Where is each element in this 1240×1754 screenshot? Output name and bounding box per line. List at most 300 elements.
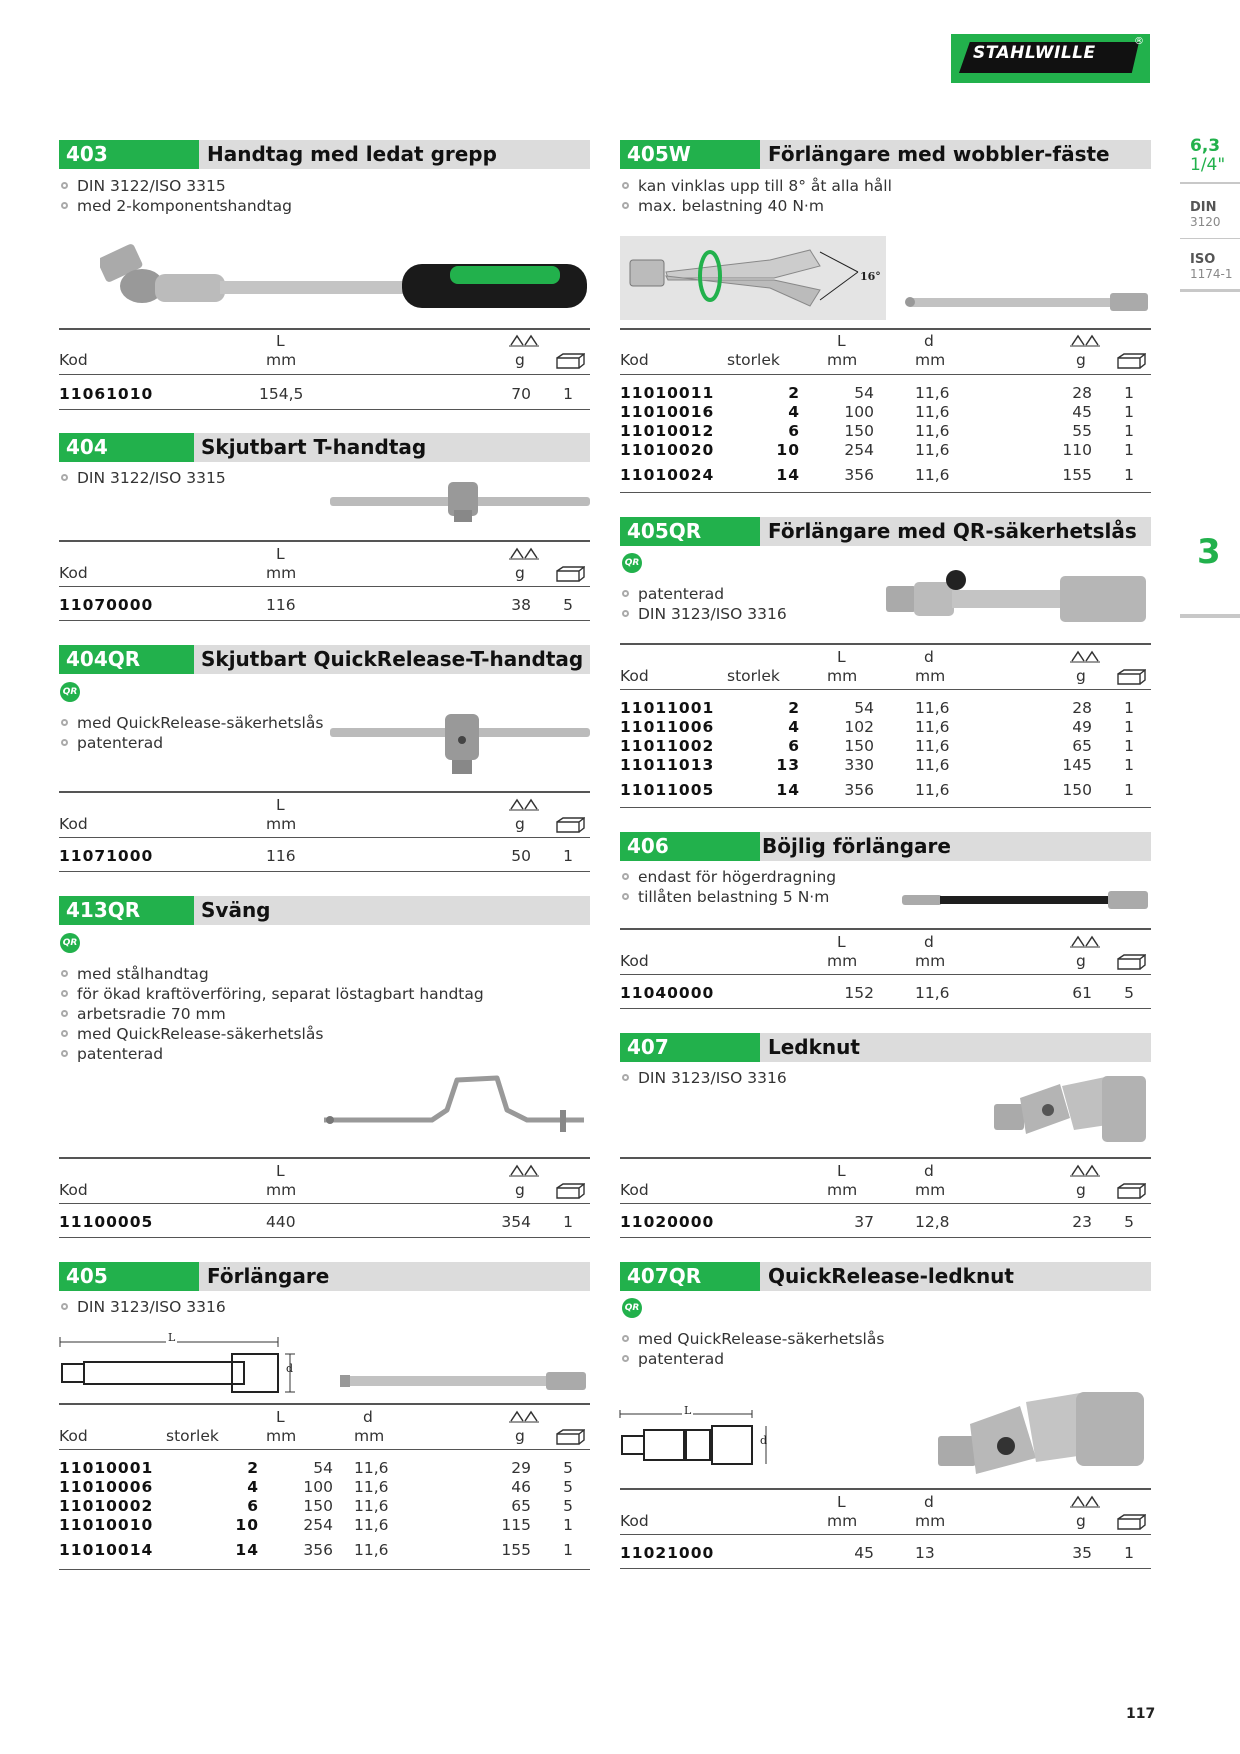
cell-pk: 1 bbox=[563, 1213, 573, 1231]
cell-g: 28 bbox=[1072, 384, 1092, 402]
feature-item: med stålhandtag bbox=[59, 964, 484, 984]
speeder-brace-image bbox=[322, 1072, 590, 1137]
cell-d: 11,6 bbox=[915, 718, 950, 736]
cell-kod: 11010001 bbox=[59, 1459, 154, 1477]
feature-item: endast för högerdragning bbox=[620, 867, 836, 887]
section-title: Förlängare med wobbler-fäste bbox=[768, 142, 1110, 166]
flexible-extension-image bbox=[900, 887, 1150, 913]
col-header-mm: mm bbox=[827, 952, 858, 970]
feature-item: patenterad bbox=[620, 584, 787, 604]
col-header-g: g bbox=[1076, 667, 1086, 685]
cell-kod: 11011005 bbox=[620, 781, 715, 799]
registered-mark: ® bbox=[1134, 36, 1144, 47]
table-body-405qr bbox=[620, 699, 1151, 811]
feature-list bbox=[620, 1329, 884, 1369]
cell-kod: 11010012 bbox=[620, 422, 715, 440]
chapter-number: 3 bbox=[1197, 532, 1221, 572]
col-header-mm: mm bbox=[827, 351, 858, 369]
spec-table-404qr bbox=[59, 791, 590, 841]
side-din-value: 3120 bbox=[1190, 215, 1221, 229]
table-row bbox=[620, 1208, 1151, 1238]
cell-d: 11,6 bbox=[354, 1497, 389, 1515]
package-icon bbox=[555, 816, 585, 834]
cell-storlek: 4 bbox=[247, 1478, 259, 1496]
cell-g: 23 bbox=[1072, 1213, 1092, 1231]
feature-item: patenterad bbox=[59, 733, 323, 753]
cell-storlek: 10 bbox=[235, 1516, 259, 1534]
feature-item: för ökad kraftöverföring, separat löstagbart handtag bbox=[59, 984, 484, 1004]
spec-table-404 bbox=[59, 540, 590, 590]
table-body-405w bbox=[620, 384, 1151, 496]
section-code: 407QR bbox=[620, 1262, 760, 1291]
section-header-404qr bbox=[59, 645, 590, 674]
feature-item: med QuickRelease-säkerhetslås bbox=[59, 713, 323, 733]
section-code: 404 bbox=[59, 433, 194, 462]
col-header-g: g bbox=[515, 1427, 525, 1445]
section-header-404 bbox=[59, 433, 590, 462]
t-handle-image bbox=[330, 478, 590, 524]
cell-pk: 1 bbox=[563, 1516, 573, 1534]
section-title: QuickRelease-ledknut bbox=[768, 1264, 1014, 1288]
spec-table-403 bbox=[59, 328, 590, 378]
section-title: Handtag med ledat grepp bbox=[207, 142, 497, 166]
cell-pk: 1 bbox=[563, 385, 573, 403]
cell-d: 13 bbox=[915, 1544, 935, 1562]
side-iso-label: ISO bbox=[1190, 252, 1216, 267]
table-row bbox=[59, 591, 590, 621]
cell-L: 356 bbox=[844, 781, 874, 799]
col-header-L: L bbox=[837, 1493, 846, 1511]
col-header-L: L bbox=[276, 1408, 285, 1426]
feature-list bbox=[620, 1068, 787, 1088]
cell-pk: 1 bbox=[1124, 737, 1134, 755]
cell-d: 11,6 bbox=[915, 403, 950, 421]
weight-icon bbox=[509, 1410, 539, 1424]
package-icon bbox=[555, 352, 585, 370]
cell-d: 11,6 bbox=[915, 756, 950, 774]
cell-kod: 11011001 bbox=[620, 699, 715, 717]
cell-d: 11,6 bbox=[915, 422, 950, 440]
col-header-L: L bbox=[276, 545, 285, 563]
cell-kod: 11010020 bbox=[620, 441, 715, 459]
cell-L: 54 bbox=[313, 1459, 333, 1477]
col-header-kod: Kod bbox=[59, 815, 88, 833]
cell-L: 116 bbox=[266, 596, 296, 614]
cell-d: 12,8 bbox=[915, 1213, 950, 1231]
col-header-L: L bbox=[276, 796, 285, 814]
cell-g: 35 bbox=[1072, 1544, 1092, 1562]
page-number: 117 bbox=[1126, 1706, 1156, 1722]
cell-g: 29 bbox=[511, 1459, 531, 1477]
cell-kod: 11010014 bbox=[59, 1541, 154, 1559]
package-icon bbox=[1116, 953, 1146, 971]
feature-item: DIN 3122/ISO 3315 bbox=[59, 176, 292, 196]
table-row bbox=[620, 1539, 1151, 1569]
feature-list bbox=[59, 964, 484, 1064]
col-header-L: L bbox=[837, 648, 846, 666]
qr-badge-icon: QR bbox=[60, 933, 80, 953]
cell-d: 11,6 bbox=[915, 984, 950, 1002]
cell-L: 150 bbox=[844, 737, 874, 755]
cell-kod: 11011013 bbox=[620, 756, 715, 774]
col-header-d: d bbox=[924, 1162, 934, 1180]
cell-L: 356 bbox=[844, 466, 874, 484]
feature-item: kan vinklas upp till 8° åt alla håll bbox=[620, 176, 892, 196]
section-code: 405QR bbox=[620, 517, 760, 546]
package-icon bbox=[1116, 352, 1146, 370]
cell-pk: 1 bbox=[1124, 756, 1134, 774]
cell-L: 54 bbox=[854, 699, 874, 717]
cell-g: 70 bbox=[511, 385, 531, 403]
weight-icon bbox=[1070, 650, 1100, 664]
cell-storlek: 14 bbox=[776, 466, 800, 484]
col-header-storlek: storlek bbox=[166, 1427, 219, 1445]
table-row bbox=[59, 380, 590, 410]
cell-d: 11,6 bbox=[915, 441, 950, 459]
col-header-kod: Kod bbox=[59, 1181, 88, 1199]
cell-g: 28 bbox=[1072, 699, 1092, 717]
drawing-label-L: L bbox=[168, 1331, 176, 1344]
cell-kod: 11010011 bbox=[620, 384, 715, 402]
section-header-405qr bbox=[620, 517, 1151, 546]
col-header-d: d bbox=[924, 1493, 934, 1511]
feature-item: DIN 3123/ISO 3316 bbox=[620, 1068, 787, 1088]
cell-g: 50 bbox=[511, 847, 531, 865]
col-header-kod: Kod bbox=[620, 1181, 649, 1199]
cell-pk: 5 bbox=[563, 1459, 573, 1477]
feature-list bbox=[59, 468, 226, 488]
cell-kod: 11011002 bbox=[620, 737, 715, 755]
feature-item: DIN 3122/ISO 3315 bbox=[59, 468, 226, 488]
cell-pk: 1 bbox=[1124, 403, 1134, 421]
spec-table-405w bbox=[620, 328, 1151, 378]
table-body-405 bbox=[59, 1459, 590, 1574]
cell-kod: 11020000 bbox=[620, 1213, 715, 1231]
col-header-kod: Kod bbox=[620, 667, 649, 685]
col-header-kod: Kod bbox=[620, 1512, 649, 1530]
side-divider bbox=[1180, 182, 1240, 184]
col-header-kod: Kod bbox=[620, 351, 649, 369]
section-code: 404QR bbox=[59, 645, 194, 674]
qr-universal-joint-image bbox=[936, 1388, 1150, 1488]
wobble-diagram-image bbox=[620, 236, 886, 320]
cell-kod: 11070000 bbox=[59, 596, 154, 614]
weight-icon bbox=[1070, 1495, 1100, 1509]
col-header-mm: mm bbox=[266, 1181, 297, 1199]
weight-icon bbox=[509, 798, 539, 812]
spec-table-413qr bbox=[59, 1157, 590, 1207]
qr-badge-icon: QR bbox=[60, 682, 80, 702]
cell-kod: 11100005 bbox=[59, 1213, 154, 1231]
cell-kod: 11021000 bbox=[620, 1544, 715, 1562]
col-header-L: L bbox=[276, 332, 285, 350]
cell-pk: 5 bbox=[563, 1478, 573, 1496]
feature-list bbox=[620, 176, 892, 216]
side-size: 6,3 bbox=[1190, 136, 1221, 156]
drawing-label-d: d bbox=[286, 1362, 294, 1375]
drawing-label-d: d bbox=[760, 1434, 768, 1447]
cell-storlek: 6 bbox=[788, 737, 800, 755]
col-header-d: d bbox=[924, 332, 934, 350]
cell-L: 54 bbox=[854, 384, 874, 402]
col-header-g: g bbox=[515, 351, 525, 369]
cell-kod: 11010002 bbox=[59, 1497, 154, 1515]
col-header-g: g bbox=[515, 564, 525, 582]
table-row bbox=[59, 1208, 590, 1238]
cell-d: 11,6 bbox=[915, 699, 950, 717]
side-divider bbox=[1180, 614, 1240, 618]
ratchet-handle-image bbox=[100, 236, 590, 320]
weight-icon bbox=[1070, 1164, 1100, 1178]
cell-pk: 1 bbox=[1124, 441, 1134, 459]
section-title: Förlängare med QR-säkerhetslås bbox=[768, 519, 1137, 543]
brand-name: STAHLWILLE bbox=[973, 43, 1096, 63]
cell-g: 46 bbox=[511, 1478, 531, 1496]
cell-storlek: 2 bbox=[247, 1459, 259, 1477]
section-title: Böjlig förlängare bbox=[762, 834, 951, 858]
cell-L: 152 bbox=[844, 984, 874, 1002]
feature-item: med 2-komponentshandtag bbox=[59, 196, 292, 216]
section-header-407qr bbox=[620, 1262, 1151, 1291]
section-header-405 bbox=[59, 1262, 590, 1291]
cell-L: 330 bbox=[844, 756, 874, 774]
package-icon bbox=[1116, 1182, 1146, 1200]
col-header-storlek: storlek bbox=[727, 667, 780, 685]
cell-L: 100 bbox=[303, 1478, 333, 1496]
cell-kod: 11010024 bbox=[620, 466, 715, 484]
feature-list bbox=[59, 1297, 226, 1317]
cell-d: 11,6 bbox=[354, 1459, 389, 1477]
cell-pk: 5 bbox=[563, 596, 573, 614]
cell-storlek: 14 bbox=[776, 781, 800, 799]
cell-pk: 5 bbox=[563, 1497, 573, 1515]
spec-table-406 bbox=[620, 928, 1151, 978]
col-header-mm: mm bbox=[266, 1427, 297, 1445]
cell-g: 145 bbox=[1062, 756, 1092, 774]
cell-pk: 1 bbox=[1124, 781, 1134, 799]
col-header-storlek: storlek bbox=[727, 351, 780, 369]
cell-g: 45 bbox=[1072, 403, 1092, 421]
cell-kod: 11010010 bbox=[59, 1516, 154, 1534]
section-title: Skjutbart T-handtag bbox=[201, 435, 427, 459]
feature-item: patenterad bbox=[620, 1349, 884, 1369]
cell-kod: 11040000 bbox=[620, 984, 715, 1002]
weight-icon bbox=[509, 334, 539, 348]
section-title: Förlängare bbox=[207, 1264, 330, 1288]
section-code: 405 bbox=[59, 1262, 199, 1291]
spec-table-407qr bbox=[620, 1488, 1151, 1538]
col-header-g: g bbox=[1076, 1181, 1086, 1199]
cell-L: 45 bbox=[854, 1544, 874, 1562]
cell-pk: 1 bbox=[1124, 384, 1134, 402]
cell-pk: 1 bbox=[1124, 699, 1134, 717]
feature-item: arbetsradie 70 mm bbox=[59, 1004, 484, 1024]
col-header-d: d bbox=[363, 1408, 373, 1426]
cell-g: 65 bbox=[511, 1497, 531, 1515]
cell-L: 254 bbox=[844, 441, 874, 459]
spec-table-407 bbox=[620, 1157, 1151, 1207]
feature-list bbox=[620, 867, 836, 907]
cell-g: 110 bbox=[1062, 441, 1092, 459]
cell-L: 254 bbox=[303, 1516, 333, 1534]
drawing-label-L: L bbox=[684, 1404, 692, 1417]
weight-icon bbox=[509, 547, 539, 561]
cell-g: 115 bbox=[501, 1516, 531, 1534]
feature-list bbox=[59, 713, 323, 753]
section-code: 413QR bbox=[59, 896, 194, 925]
col-header-kod: Kod bbox=[59, 1427, 88, 1445]
qr-badge-icon: QR bbox=[622, 553, 642, 573]
cell-kod: 11061010 bbox=[59, 385, 154, 403]
col-header-kod: Kod bbox=[59, 351, 88, 369]
cell-g: 150 bbox=[1062, 781, 1092, 799]
cell-g: 38 bbox=[511, 596, 531, 614]
table-row bbox=[59, 842, 590, 872]
cell-g: 61 bbox=[1072, 984, 1092, 1002]
cell-storlek: 2 bbox=[788, 699, 800, 717]
cell-storlek: 13 bbox=[776, 756, 800, 774]
col-header-L: L bbox=[837, 332, 846, 350]
col-header-kod: Kod bbox=[620, 952, 649, 970]
cell-storlek: 4 bbox=[788, 718, 800, 736]
cell-L: 37 bbox=[854, 1213, 874, 1231]
side-inch: 1/4" bbox=[1190, 155, 1226, 175]
col-header-d: d bbox=[924, 648, 934, 666]
wobble-extension-image bbox=[904, 292, 1150, 314]
cell-storlek: 10 bbox=[776, 441, 800, 459]
cell-d: 11,6 bbox=[354, 1516, 389, 1534]
section-title: Skjutbart QuickRelease-T-handtag bbox=[201, 647, 584, 671]
cell-g: 155 bbox=[1062, 466, 1092, 484]
table-row bbox=[620, 979, 1151, 1009]
cell-kod: 11071000 bbox=[59, 847, 154, 865]
cell-d: 11,6 bbox=[915, 737, 950, 755]
cell-g: 49 bbox=[1072, 718, 1092, 736]
cell-L: 102 bbox=[844, 718, 874, 736]
cell-d: 11,6 bbox=[915, 466, 950, 484]
qr-badge-icon: QR bbox=[622, 1298, 642, 1318]
cell-pk: 1 bbox=[1124, 466, 1134, 484]
section-header-403 bbox=[59, 140, 590, 169]
feature-list bbox=[59, 176, 292, 216]
cell-L: 154,5 bbox=[259, 385, 304, 403]
feature-item: DIN 3123/ISO 3316 bbox=[59, 1297, 226, 1317]
col-header-mm: mm bbox=[827, 1512, 858, 1530]
side-divider bbox=[1180, 238, 1240, 239]
col-header-L: L bbox=[837, 933, 846, 951]
feature-item: patenterad bbox=[59, 1044, 484, 1064]
section-header-413qr bbox=[59, 896, 590, 925]
section-header-406 bbox=[620, 832, 1151, 861]
cell-L: 356 bbox=[303, 1541, 333, 1559]
cell-d: 11,6 bbox=[354, 1478, 389, 1496]
cell-storlek: 6 bbox=[247, 1497, 259, 1515]
cell-pk: 1 bbox=[1124, 1544, 1134, 1562]
col-header-d: d bbox=[924, 933, 934, 951]
col-header-mm: mm bbox=[915, 1512, 946, 1530]
extension-bar-image bbox=[340, 1370, 590, 1394]
cell-storlek: 14 bbox=[235, 1541, 259, 1559]
cell-kod: 11011006 bbox=[620, 718, 715, 736]
col-header-g: g bbox=[515, 815, 525, 833]
cell-L: 150 bbox=[303, 1497, 333, 1515]
cell-kod: 11010006 bbox=[59, 1478, 154, 1496]
section-code: 407 bbox=[620, 1033, 760, 1062]
section-code: 405W bbox=[620, 140, 760, 169]
package-icon bbox=[555, 1428, 585, 1446]
col-header-mm: mm bbox=[915, 1181, 946, 1199]
feature-item: max. belastning 40 N·m bbox=[620, 196, 892, 216]
stahlwille-logo bbox=[951, 34, 1150, 83]
section-title: Sväng bbox=[201, 898, 271, 922]
weight-icon bbox=[509, 1164, 539, 1178]
qr-joint-drawing bbox=[616, 1408, 776, 1474]
col-header-mm: mm bbox=[915, 667, 946, 685]
section-header-405w bbox=[620, 140, 1151, 169]
feature-item: med QuickRelease-säkerhetslås bbox=[59, 1024, 484, 1044]
side-divider bbox=[1180, 289, 1240, 292]
section-title: Ledknut bbox=[768, 1035, 860, 1059]
col-header-mm: mm bbox=[266, 351, 297, 369]
cell-g: 65 bbox=[1072, 737, 1092, 755]
side-din-label: DIN bbox=[1190, 200, 1217, 215]
col-header-L: L bbox=[837, 1162, 846, 1180]
cell-storlek: 2 bbox=[788, 384, 800, 402]
package-icon bbox=[1116, 668, 1146, 686]
cell-storlek: 6 bbox=[788, 422, 800, 440]
col-header-mm: mm bbox=[827, 1181, 858, 1199]
col-header-mm: mm bbox=[266, 815, 297, 833]
cell-d: 11,6 bbox=[354, 1541, 389, 1559]
cell-pk: 1 bbox=[1124, 718, 1134, 736]
col-header-g: g bbox=[515, 1181, 525, 1199]
qr-extension-image bbox=[884, 568, 1150, 630]
cell-pk: 1 bbox=[563, 1541, 573, 1559]
package-icon bbox=[1116, 1513, 1146, 1531]
col-header-g: g bbox=[1076, 1512, 1086, 1530]
col-header-g: g bbox=[1076, 351, 1086, 369]
col-header-mm: mm bbox=[915, 351, 946, 369]
cell-g: 155 bbox=[501, 1541, 531, 1559]
universal-joint-image bbox=[990, 1074, 1150, 1150]
weight-icon bbox=[1070, 935, 1100, 949]
cell-L: 100 bbox=[844, 403, 874, 421]
col-header-g: g bbox=[1076, 952, 1086, 970]
col-header-mm: mm bbox=[827, 667, 858, 685]
weight-icon bbox=[1070, 334, 1100, 348]
wobble-angle-label: 16° bbox=[860, 270, 881, 283]
col-header-L: L bbox=[276, 1162, 285, 1180]
cell-d: 11,6 bbox=[915, 384, 950, 402]
col-header-mm: mm bbox=[354, 1427, 385, 1445]
col-header-mm: mm bbox=[915, 952, 946, 970]
feature-item: tillåten belastning 5 N·m bbox=[620, 887, 836, 907]
section-code: 403 bbox=[59, 140, 199, 169]
feature-list bbox=[620, 584, 787, 624]
cell-storlek: 4 bbox=[788, 403, 800, 421]
col-header-mm: mm bbox=[266, 564, 297, 582]
col-header-kod: Kod bbox=[59, 564, 88, 582]
section-header-407 bbox=[620, 1033, 1151, 1062]
cell-d: 11,6 bbox=[915, 781, 950, 799]
side-iso-value: 1174-1 bbox=[1190, 267, 1233, 281]
section-code: 406 bbox=[620, 832, 760, 861]
feature-item: DIN 3123/ISO 3316 bbox=[620, 604, 787, 624]
package-icon bbox=[555, 565, 585, 583]
feature-item: med QuickRelease-säkerhetslås bbox=[620, 1329, 884, 1349]
spec-table-405qr bbox=[620, 643, 1151, 693]
cell-pk: 1 bbox=[563, 847, 573, 865]
